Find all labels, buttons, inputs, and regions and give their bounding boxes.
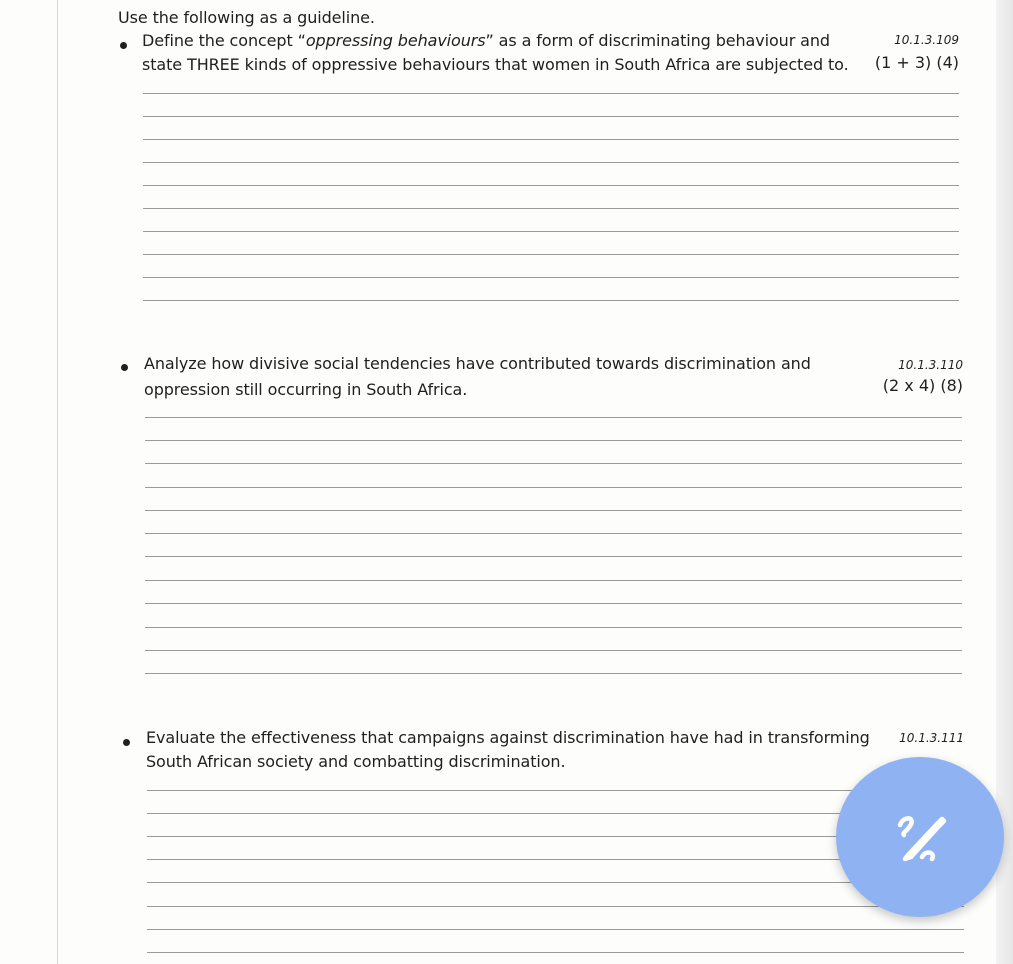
answer-line[interactable]	[145, 463, 962, 464]
page-margin-rule	[57, 0, 58, 964]
answer-line[interactable]	[147, 882, 964, 883]
question-1-code: 10.1.3.109	[894, 33, 959, 47]
question-2-line-2: oppression still occurring in South Africa.	[144, 380, 468, 399]
answer-line[interactable]	[147, 952, 964, 953]
question-3-code: 10.1.3.111	[899, 731, 964, 745]
answer-line[interactable]	[145, 627, 962, 628]
answer-line[interactable]	[145, 533, 962, 534]
answer-line[interactable]	[143, 93, 959, 94]
intro-text: Use the following as a guideline.	[118, 8, 375, 27]
answer-line[interactable]	[147, 906, 964, 907]
bullet-icon	[123, 739, 130, 746]
answer-line[interactable]	[143, 162, 959, 163]
answer-line[interactable]	[145, 417, 962, 418]
answer-line[interactable]	[145, 510, 962, 511]
question-1-line-2: state THREE kinds of oppressive behaviours that women in South Africa are subjected to.	[142, 55, 849, 74]
answer-line[interactable]	[145, 603, 962, 604]
bullet-icon	[120, 42, 127, 49]
answer-line[interactable]	[145, 673, 962, 674]
answer-line[interactable]	[143, 277, 959, 278]
answer-line[interactable]	[147, 929, 964, 930]
answer-line[interactable]	[143, 139, 959, 140]
pencil-edit-icon	[892, 809, 948, 865]
question-2-line-1: Analyze how divisive social tendencies have contributed towards discrimination and	[144, 354, 811, 373]
question-2-code: 10.1.3.110	[898, 358, 963, 372]
answer-line[interactable]	[143, 116, 959, 117]
answer-line[interactable]	[143, 231, 959, 232]
question-2-marks: (2 x 4) (8)	[882, 376, 963, 395]
edit-fab-button[interactable]	[836, 757, 1004, 917]
question-1-marks: (1 + 3) (4)	[874, 53, 959, 72]
answer-line[interactable]	[143, 208, 959, 209]
answer-line[interactable]	[145, 440, 962, 441]
answer-line[interactable]	[147, 790, 964, 791]
answer-line[interactable]	[143, 254, 959, 255]
answer-line[interactable]	[145, 487, 962, 488]
question-3-line-1: Evaluate the effectiveness that campaigns against discrimination have had in transforming	[146, 728, 870, 747]
answer-line[interactable]	[145, 580, 962, 581]
answer-line[interactable]	[145, 556, 962, 557]
answer-line[interactable]	[145, 650, 962, 651]
question-3-line-2: South African society and combatting discrimination.	[146, 752, 566, 771]
answer-line[interactable]	[143, 185, 959, 186]
bullet-icon	[121, 364, 128, 371]
question-1-line-1: Define the concept “oppressing behaviours” as a form of discriminating behaviour and	[142, 31, 830, 50]
answer-line[interactable]	[143, 300, 959, 301]
